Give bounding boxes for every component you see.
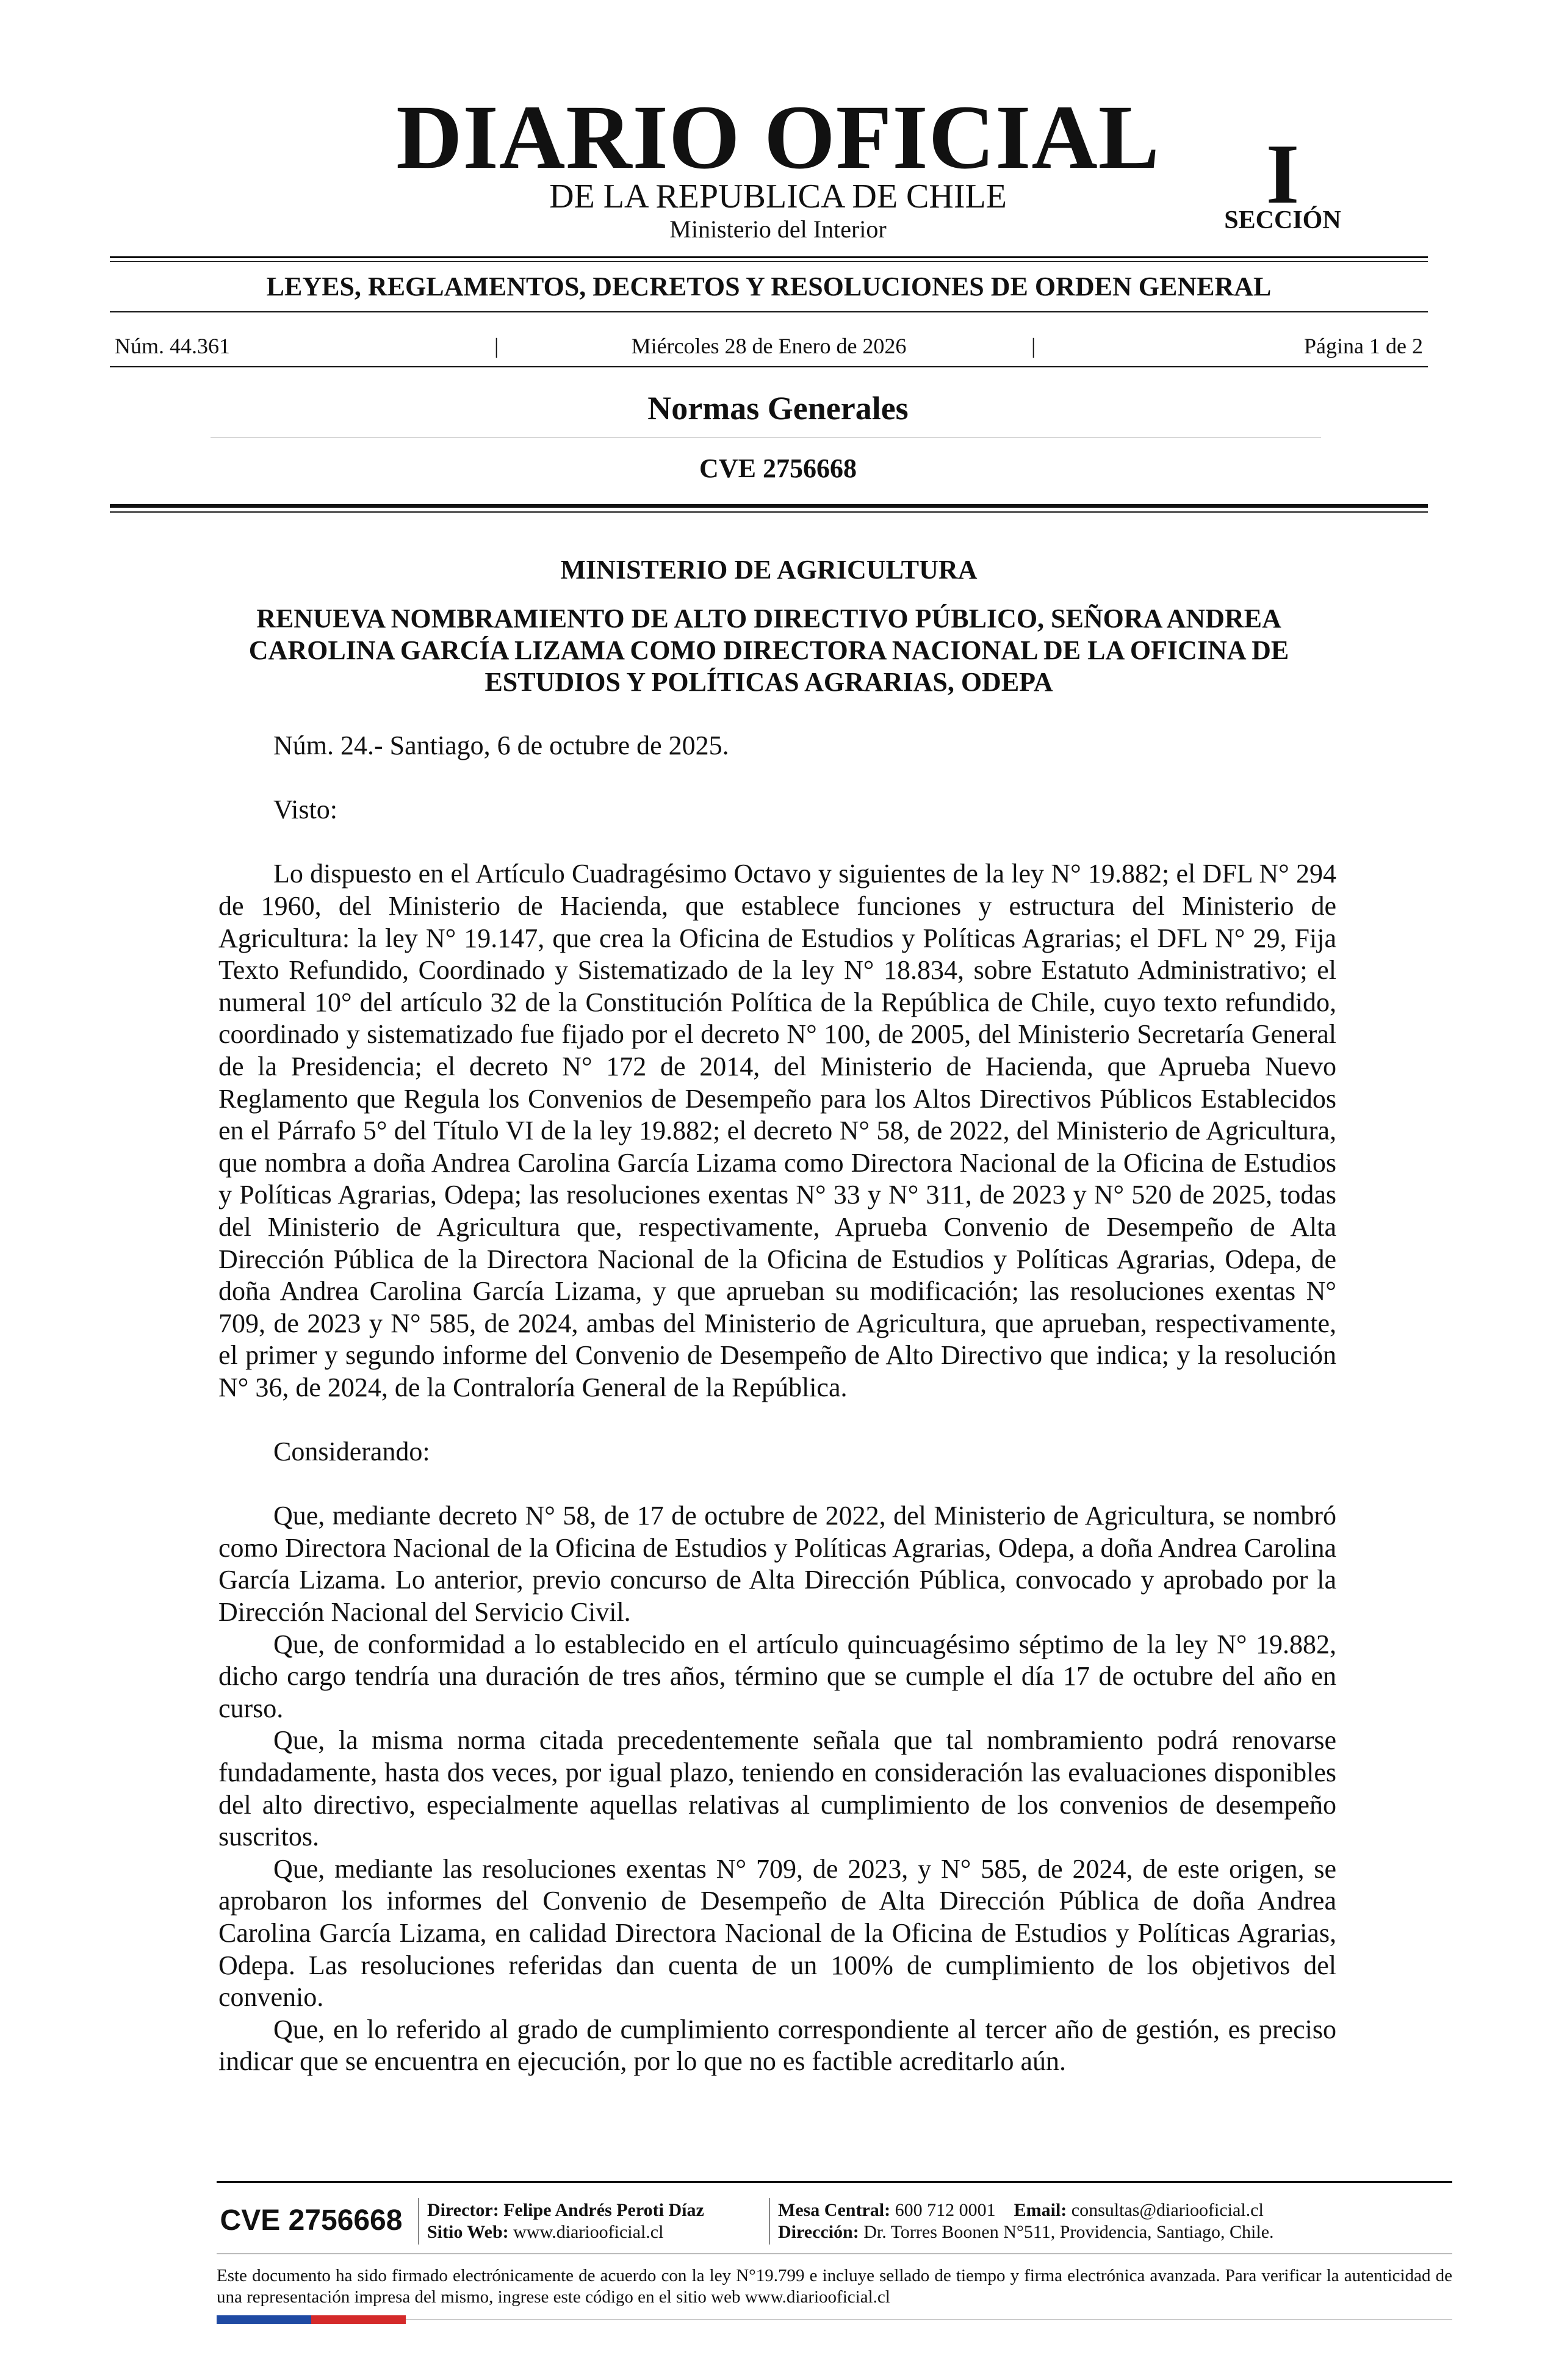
meta-separator: |: [1031, 334, 1036, 358]
address-text: Dr. Torres Boonen N°511, Providencia, Santiago, Chile.: [863, 2222, 1274, 2242]
issue-date: Miércoles 28 de Enero de 2026: [631, 334, 907, 358]
considerando-paragraph: Que, mediante las resoluciones exentas N° 709, de 2023, y N° 585, de 2024, de este origen, se aprobaron los informes del Convenio de Desempeño de Alta Dirección Pública de doña Andrea Carolina García Lizama, en calidad Directora Nacional de la Oficina de Estudios y Políticas Agrarias, Odepa. Las resoluciones referidas dan cuenta de un 100% de cumplimiento de los objetivos del convenio.: [218, 1853, 1336, 2013]
band-rule-bottom: [110, 311, 1428, 312]
footer-inner-rule: [217, 2253, 1452, 2254]
flag-blue-segment: [217, 2315, 311, 2324]
director-label: Director:: [427, 2200, 499, 2220]
masthead: [0, 87, 1556, 250]
visto-label: Visto:: [273, 795, 337, 825]
footer-rule: [217, 2181, 1452, 2183]
considerando-paragraph: Que, de conformidad a lo establecido en el artículo quincuagésimo séptimo de la ley N° 19.882, dicho cargo tendría una duración de tres años, término que se cumple el día 17 de octubre del año en curso.: [218, 1629, 1336, 1723]
considerando-paragraph: Que, en lo referido al grado de cumplimiento correspondiente al tercer año de gestión, es preciso indicar que se encuentra en ejecución, por lo que no es factible acreditarlo aún.: [218, 2014, 1336, 2077]
newspaper-subtitle: DE LA REPUBLICA DE CHILE: [549, 178, 1007, 215]
newspaper-title: DIARIO OFICIAL: [396, 87, 1160, 188]
page-indicator: Página 1 de 2: [1304, 334, 1423, 358]
section-number: I: [1266, 127, 1300, 222]
considerando-label: Considerando:: [273, 1437, 430, 1467]
header-rule-top-thin: [110, 261, 1428, 262]
section-heading: Normas Generales: [647, 390, 909, 427]
footer-director-block: [427, 2199, 704, 2243]
considerando-paragraph: Que, mediante decreto N° 58, de 17 de octubre de 2022, del Ministerio de Agricultura, se nombró como Directora Nacional de la Oficina de Estudios y Políticas Agrarias, Odepa, a doña Andrea Carolina García Lizama. Lo anterior, previo concurso de Alta Dirección Pública, convocado y aprobado por la Dirección Nacional del Servicio Civil.: [218, 1501, 1336, 1628]
issuing-ministry: MINISTERIO DE AGRICULTURA: [560, 555, 978, 585]
visto-paragraph: Lo dispuesto en el Artículo Cuadragésimo Octavo y siguientes de la ley N° 19.882; el DFL N° 294 de 1960, del Ministerio de Hacienda, que establece funciones y estructura del Ministerio de Agricultura: la ley N° 19.147, que crea la Oficina de Estudios y Políticas Agrarias; el DFL N° 29, Fija Texto Refundido, Coordinado y Sistematizado de la ley N° 18.834, sobre Estatuto Administrativo; el numeral 10° del artículo 32 de la Constitución Política de la República de Chile, cuyo texto refundido, coordinado y sistematizado fue fijado por el decreto N° 100, de 2005, del Ministerio Secretaría General de la Presidencia; el decreto N° 172 de 2014, del Ministerio de Hacienda, que Aprueba Nuevo Reglamento que Regula los Convenios de Desempeño para los Altos Directivos Públicos Establecidos en el Párrafo 5° del Título VI de la ley 19.882; el decreto N° 58, de 2022, del Ministerio de Agricultura, que nombra a doña Andrea Carolina García Lizama como Directora Nacional de la Oficina de Estudios y Políticas Agrarias, Odepa; las resoluciones exentas N° 33 y N° 311, de 2023 y N° 520 de 2025, todas del Ministerio de Agricultura que, respectivamente, Aprueba Convenio de Desempeño de Alta Dirección Pública de la Directora Nacional de la Oficina de Estudios y Políticas Agrarias, Odepa, de doña Andrea Carolina García Lizama, y que aprueban su modificación; las resoluciones exentas N° 709, de 2023 y N° 585, de 2024, ambas del Ministerio de Agricultura, que aprueban, respectivamente, el primer y segundo informe del Convenio de Desempeño de Alto Directivo que indica; y la resolución N° 36, de 2024, de la Contraloría General de la República.: [218, 859, 1336, 1402]
director-name: Felipe Andrés Peroti Díaz: [503, 2200, 704, 2220]
phone-label: Mesa Central:: [778, 2200, 891, 2220]
footer-contact-block: [778, 2199, 1274, 2243]
issue-number: Núm. 44.361: [115, 334, 230, 358]
document-title: RENUEVA NOMBRAMIENTO DE ALTO DIRECTIVO PÚBLICO, SEÑORA ANDREA CAROLINA GARCÍA LIZAMA COMO DIRECTORA NACIONAL DE LA OFICINA DE ESTUDIOS Y POLÍTICAS AGRARIAS, ODEPA: [248, 604, 1289, 697]
document-body: [218, 730, 1336, 2078]
band-title: LEYES, REGLAMENTOS, DECRETOS Y RESOLUCIONES DE ORDEN GENERAL: [266, 272, 1272, 301]
decree-number-line: Núm. 24.- Santiago, 6 de octubre de 2025.: [273, 730, 729, 760]
footer-separator: [769, 2198, 770, 2245]
website-label: Sitio Web:: [427, 2222, 509, 2242]
section-divider: [211, 437, 1321, 438]
meta-separator: |: [494, 334, 499, 358]
flag-line: [406, 2319, 1452, 2320]
newspaper-ministry: Ministerio del Interior: [669, 215, 887, 243]
header-rule-top: [110, 256, 1428, 258]
footer-cve-code: CVE 2756668: [220, 2204, 403, 2237]
phone-number: 600 712 0001: [895, 2200, 996, 2220]
email-link[interactable]: consultas@diariooficial.cl: [1071, 2200, 1264, 2220]
cve-code: CVE 2756668: [699, 453, 857, 483]
meta-rule: [110, 366, 1428, 367]
section-label: SECCIÓN: [1224, 206, 1341, 234]
issue-meta-row: [110, 331, 1428, 361]
email-label: Email:: [1014, 2200, 1067, 2220]
electronic-signature-note: Este documento ha sido firmado electrónicamente de acuerdo con la ley N°19.799 e incluye sellado de tiempo y firma electrónica avanzada. Para verificar la autenticidad de una representación impresa del mismo, ingrese este código en el sitio web www.diariooficial.cl: [217, 2266, 1452, 2307]
considerando-paragraph: Que, la misma norma citada precedentemente señala que tal nombramiento podrá renovarse fundadamente, hasta dos veces, por igual plazo, teniendo en consideración las evaluaciones disponibles del alto directivo, especialmente aquellas relativas al cumplimiento de los convenios de desempeño suscritos.: [218, 1725, 1336, 1852]
address-label: Dirección:: [778, 2222, 859, 2242]
flag-red-segment: [311, 2315, 406, 2324]
chile-flag-bar: [217, 2315, 406, 2324]
cve-rule-thick: [110, 504, 1428, 508]
page-footer: [217, 2181, 1452, 2319]
website-link[interactable]: www.diariooficial.cl: [513, 2222, 664, 2242]
footer-separator: [418, 2198, 419, 2245]
cve-rule-thin: [110, 511, 1428, 513]
